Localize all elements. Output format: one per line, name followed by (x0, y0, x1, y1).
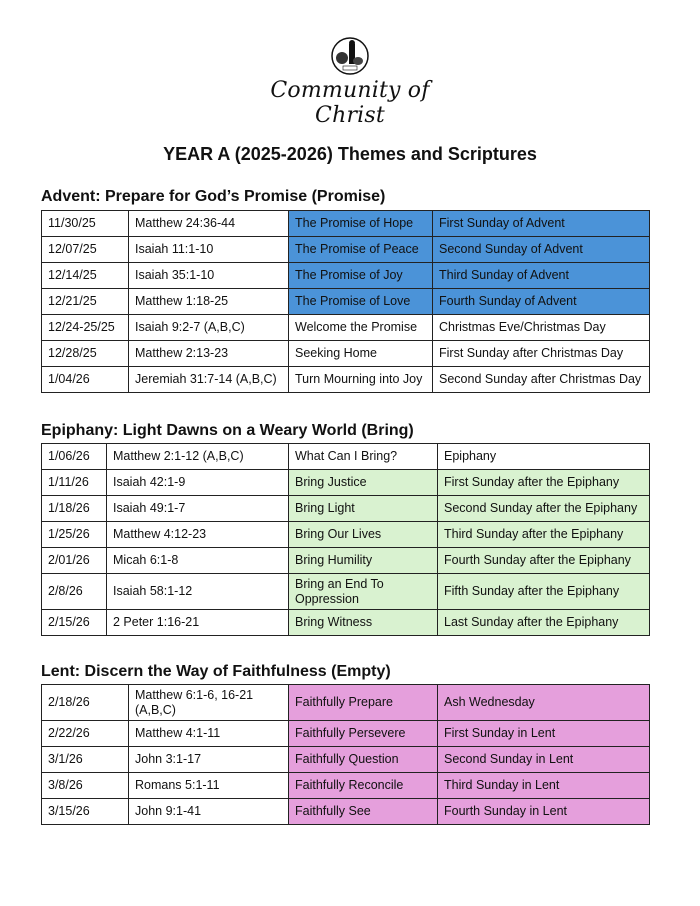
scripture-cell: Isaiah 49:1-7 (107, 496, 289, 522)
observance-cell: First Sunday of Advent (433, 211, 650, 237)
theme-cell: Faithfully Persevere (289, 721, 438, 747)
date-cell: 12/21/25 (42, 289, 129, 315)
date-cell: 2/8/26 (42, 574, 107, 610)
observance-cell: First Sunday after Christmas Day (433, 341, 650, 367)
theme-cell: Faithfully See (289, 799, 438, 825)
theme-cell: Welcome the Promise (289, 315, 433, 341)
theme-cell: Bring an End To Oppression (289, 574, 438, 610)
table-row (42, 289, 650, 315)
date-cell: 12/24-25/25 (42, 315, 129, 341)
observance-cell: Fourth Sunday of Advent (433, 289, 650, 315)
theme-cell: Faithfully Question (289, 747, 438, 773)
table-row (42, 263, 650, 289)
theme-cell: Bring Our Lives (289, 522, 438, 548)
theme-cell: Bring Humility (289, 548, 438, 574)
community-of-christ-logo (250, 36, 450, 128)
table-row (42, 496, 650, 522)
scripture-cell: 2 Peter 1:16-21 (107, 610, 289, 636)
theme-cell: What Can I Bring? (289, 444, 438, 470)
scripture-cell: John 3:1-17 (129, 747, 289, 773)
observance-cell: Third Sunday of Advent (433, 263, 650, 289)
scripture-cell: Matthew 2:13-23 (129, 341, 289, 367)
table-row (42, 367, 650, 393)
observance-cell: First Sunday after the Epiphany (438, 470, 650, 496)
advent-table (41, 210, 650, 393)
scripture-cell: Matthew 6:1-6, 16-21 (A,B,C) (129, 685, 289, 721)
observance-cell: Fourth Sunday in Lent (438, 799, 650, 825)
table-row (42, 685, 650, 721)
date-cell: 3/15/26 (42, 799, 129, 825)
theme-cell: The Promise of Hope (289, 211, 433, 237)
date-cell: 1/06/26 (42, 444, 107, 470)
theme-cell: Seeking Home (289, 341, 433, 367)
theme-cell: Faithfully Prepare (289, 685, 438, 721)
theme-cell: Bring Witness (289, 610, 438, 636)
lent-heading: Lent: Discern the Way of Faithfulness (Empty) (41, 663, 391, 680)
scripture-cell: Matthew 4:1-11 (129, 721, 289, 747)
wordmark: Community of Christ (270, 78, 430, 128)
epiphany-table (41, 443, 650, 636)
table-row (42, 341, 650, 367)
scripture-cell: Matthew 24:36-44 (129, 211, 289, 237)
date-cell: 1/25/26 (42, 522, 107, 548)
date-cell: 2/15/26 (42, 610, 107, 636)
table-row (42, 574, 650, 610)
observance-cell: Epiphany (438, 444, 650, 470)
scripture-cell: Isaiah 35:1-10 (129, 263, 289, 289)
table-row (42, 211, 650, 237)
date-cell: 1/11/26 (42, 470, 107, 496)
epiphany-heading: Epiphany: Light Dawns on a Weary World (Bring) (41, 422, 414, 439)
table-row (42, 721, 650, 747)
table-row (42, 773, 650, 799)
observance-cell: Last Sunday after the Epiphany (438, 610, 650, 636)
date-cell: 2/01/26 (42, 548, 107, 574)
observance-cell: First Sunday in Lent (438, 721, 650, 747)
table-row (42, 315, 650, 341)
table-row (42, 444, 650, 470)
table-row (42, 747, 650, 773)
peace-seal-icon (330, 36, 370, 76)
theme-cell: The Promise of Peace (289, 237, 433, 263)
observance-cell: Ash Wednesday (438, 685, 650, 721)
date-cell: 2/18/26 (42, 685, 129, 721)
date-cell: 3/8/26 (42, 773, 129, 799)
observance-cell: Second Sunday in Lent (438, 747, 650, 773)
scripture-cell: Isaiah 42:1-9 (107, 470, 289, 496)
observance-cell: Third Sunday in Lent (438, 773, 650, 799)
theme-cell: The Promise of Joy (289, 263, 433, 289)
table-row (42, 470, 650, 496)
table-row (42, 610, 650, 636)
observance-cell: Third Sunday after the Epiphany (438, 522, 650, 548)
scripture-cell: John 9:1-41 (129, 799, 289, 825)
theme-cell: The Promise of Love (289, 289, 433, 315)
lent-table (41, 684, 650, 825)
scripture-cell: Matthew 2:1-12 (A,B,C) (107, 444, 289, 470)
date-cell: 11/30/25 (42, 211, 129, 237)
observance-cell: Second Sunday after Christmas Day (433, 367, 650, 393)
scripture-cell: Isaiah 11:1-10 (129, 237, 289, 263)
date-cell: 3/1/26 (42, 747, 129, 773)
observance-cell: Christmas Eve/Christmas Day (433, 315, 650, 341)
table-row (42, 799, 650, 825)
scripture-cell: Isaiah 58:1-12 (107, 574, 289, 610)
date-cell: 2/22/26 (42, 721, 129, 747)
theme-cell: Faithfully Reconcile (289, 773, 438, 799)
date-cell: 1/18/26 (42, 496, 107, 522)
scripture-cell: Isaiah 9:2-7 (A,B,C) (129, 315, 289, 341)
table-row (42, 548, 650, 574)
date-cell: 1/04/26 (42, 367, 129, 393)
scripture-cell: Romans 5:1-11 (129, 773, 289, 799)
scripture-cell: Micah 6:1-8 (107, 548, 289, 574)
date-cell: 12/28/25 (42, 341, 129, 367)
date-cell: 12/07/25 (42, 237, 129, 263)
theme-cell: Bring Light (289, 496, 438, 522)
table-row (42, 522, 650, 548)
document-title: YEAR A (2025-2026) Themes and Scriptures (163, 144, 537, 164)
observance-cell: Second Sunday of Advent (433, 237, 650, 263)
scripture-cell: Matthew 4:12-23 (107, 522, 289, 548)
observance-cell: Second Sunday after the Epiphany (438, 496, 650, 522)
theme-cell: Turn Mourning into Joy (289, 367, 433, 393)
table-row (42, 237, 650, 263)
theme-cell: Bring Justice (289, 470, 438, 496)
date-cell: 12/14/25 (42, 263, 129, 289)
observance-cell: Fourth Sunday after the Epiphany (438, 548, 650, 574)
observance-cell: Fifth Sunday after the Epiphany (438, 574, 650, 610)
scripture-cell: Jeremiah 31:7-14 (A,B,C) (129, 367, 289, 393)
advent-heading: Advent: Prepare for God’s Promise (Promise) (41, 188, 386, 205)
scripture-cell: Matthew 1:18-25 (129, 289, 289, 315)
